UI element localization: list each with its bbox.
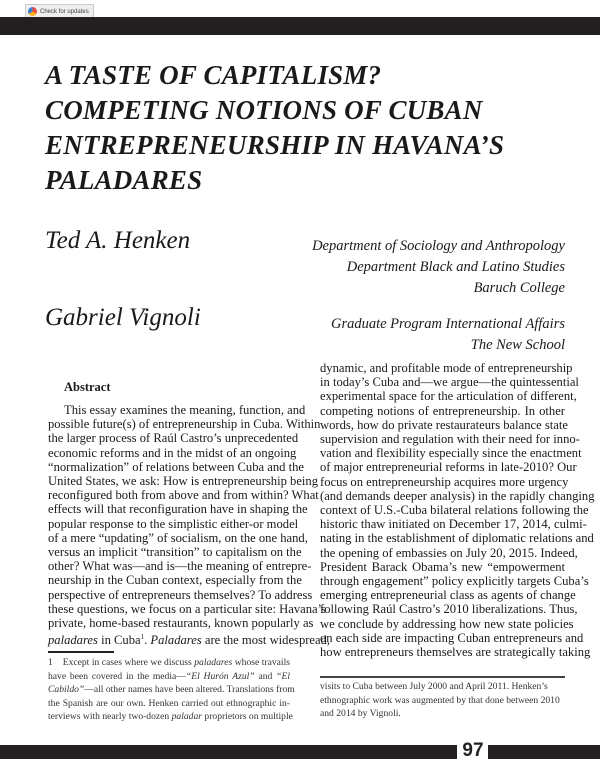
author-affiliation xyxy=(312,236,565,299)
abstract-line: how entrepreneurs themselves are strategically taking xyxy=(320,645,591,660)
fn-italic: paladares xyxy=(194,657,233,668)
abstract-line: This essay examines the meaning, function, and xyxy=(64,403,306,417)
check-for-updates-badge[interactable] xyxy=(25,4,94,18)
abstract-line: supervision and regulation with their need for inno- xyxy=(320,432,580,447)
fn-text: visits to Cuba between July 2000 and April 2011. Henken’s xyxy=(320,681,548,692)
fn-italic: Cabildo” xyxy=(48,684,85,696)
abstract-line: United States, we ask: How is entrepreneurship being xyxy=(48,474,319,489)
abstract-line: the opening of embassies on July 20, 2015. Indeed, xyxy=(320,545,578,560)
author-affiliation xyxy=(331,314,565,356)
affiliation-line: Graduate Program International Affairs xyxy=(330,316,565,332)
abstract-line: experimental space for the articulation of different, xyxy=(320,389,577,404)
author-name: Gabriel Vignoli xyxy=(45,304,201,331)
fn-text: the Spanish are our own. Henken carried out ethnographic in- xyxy=(48,697,290,709)
fn-italic: paladar xyxy=(171,711,203,723)
abstract-line: reconfigured both from above and from within? What xyxy=(48,488,319,503)
abstract-heading: Abstract xyxy=(64,380,111,394)
footnote xyxy=(48,656,295,724)
title-line: COMPETING NOTIONS OF CUBAN xyxy=(45,95,483,125)
abstract-line: other? What was—and is—the meaning of entrepre- xyxy=(48,559,312,574)
fn-text: have been covered in the media— xyxy=(48,670,186,682)
abstract-line: context of U.S.-Cuba bilateral relations following the xyxy=(320,503,589,518)
abstract-line: President Barack Obama’s new “empowerment xyxy=(320,559,565,574)
abstract-line: on each side are impacting Cuban entrepreneurs and xyxy=(320,630,584,645)
abstract-line: “normalization” of relations between Cuba and the xyxy=(48,459,304,474)
footnote-number: 1 xyxy=(48,657,53,668)
footnote-continuation-divider xyxy=(320,676,565,678)
affiliation-line: Baruch College xyxy=(473,280,565,296)
footnote-continued xyxy=(320,680,560,721)
abstract-line: vation and flexibility especially since the enactment xyxy=(320,446,582,461)
abstract-line: of a mere “updating” of socialism, on the one hand, xyxy=(48,530,308,545)
title-line: PALADARES xyxy=(45,165,203,195)
fn-text: —all other names have been altered. Translations from xyxy=(84,684,295,696)
abstract-line: nating in the establishment of diplomatic relations and xyxy=(320,531,594,546)
abstract-line: possible future(s) of entrepreneurship in Cuba. Within xyxy=(48,417,321,432)
abstract-line: competing notions of entrepreneurship. In other xyxy=(320,403,565,418)
abstract-line: historic thaw initiated on December 17, 2014, culmi- xyxy=(320,517,587,532)
abstract-line: neurship in the Cuban context, especially from the xyxy=(48,573,302,588)
badge-label: Check for updates xyxy=(40,8,89,15)
abstract-line: versus an implicit “transition” to capitalism on the xyxy=(48,545,302,560)
fn-text: and 2014 by Vignoli. xyxy=(320,708,401,720)
author-name: Ted A. Henken xyxy=(45,227,191,254)
fn-text: terviews with nearly two-dozen xyxy=(48,711,172,723)
footnote-divider xyxy=(48,651,114,653)
affiliation-line: Department of Sociology and Anthropology xyxy=(312,238,565,254)
crossmark-icon xyxy=(28,7,37,16)
abstract-left-column xyxy=(48,403,331,648)
footer-bar xyxy=(0,745,457,759)
fn-italic: “El Hurón Azul” xyxy=(185,670,255,682)
abstract-line: private, home-based restaurants, known popularly as xyxy=(48,616,314,631)
abstract-text: are the most widespread, xyxy=(201,633,331,648)
abstract-line: (and demands deeper analysis) in the rapidly changing xyxy=(320,488,595,503)
abstract-line: effects will that reconfiguration have in shaping the xyxy=(48,502,308,517)
fn-text: ethnographic work was augmented by that done between 2010 xyxy=(320,694,560,706)
abstract-line: economic reforms and in the midst of an ongoing xyxy=(48,445,297,460)
abstract-text: Paladares xyxy=(150,633,202,648)
fn-text: proprietors on multiple xyxy=(202,711,293,723)
footnote-ref[interactable]: 1 xyxy=(140,633,145,642)
abstract-right-column xyxy=(320,361,595,660)
abstract-text: . xyxy=(144,633,151,648)
affiliation-line: The New School xyxy=(470,337,565,353)
fn-text: and xyxy=(254,670,277,682)
abstract-line: of major entrepreneurial reforms in late-2010? Our xyxy=(320,460,577,475)
fn-text: whose travails xyxy=(232,657,290,668)
title-line: ENTREPRENEURSHIP IN HAVANA’S xyxy=(45,130,505,160)
footer-bar xyxy=(488,745,600,759)
abstract-line: popular response to the simplistic either-or model xyxy=(48,516,299,531)
fn-italic: “El xyxy=(276,670,290,682)
abstract-text: in Cuba xyxy=(97,633,141,648)
paper-title xyxy=(45,58,565,198)
title-line: A TASTE OF CAPITALISM? xyxy=(45,60,382,90)
abstract-line: these questions, we focus on a particular site: Havana’s xyxy=(48,601,327,616)
fn-text: Except in cases where we discuss xyxy=(62,657,195,668)
abstract-line: words, how do private restaurateurs balance state xyxy=(320,417,568,432)
abstract-line: perspective of entrepreneurs themselves? To address xyxy=(48,587,313,602)
abstract-line: dynamic, and profitable mode of entrepreneurship xyxy=(320,361,573,375)
abstract-line: the larger process of Raúl Castro’s unprecedented xyxy=(48,431,299,446)
abstract-line: in today’s Cuba and—we argue—the quintessential xyxy=(320,375,579,390)
abstract-line: focus on entrepreneurship acquires more urgency xyxy=(320,474,569,489)
abstract-line: we conclude by addressing how new state policies xyxy=(320,616,574,631)
abstract-line xyxy=(48,630,331,648)
affiliation-line: Department Black and Latino Studies xyxy=(346,259,565,275)
abstract-text: paladares xyxy=(48,633,98,648)
abstract-line: through engagement” policy explicitly targets Cuba’s xyxy=(320,574,589,589)
abstract-line: following Raúl Castro’s 2010 liberalizations. Thus, xyxy=(320,602,578,617)
header-bar xyxy=(0,17,600,35)
abstract-line: emerging entrepreneurial class as agents of change xyxy=(320,588,576,603)
page-number: 97 xyxy=(462,740,484,761)
